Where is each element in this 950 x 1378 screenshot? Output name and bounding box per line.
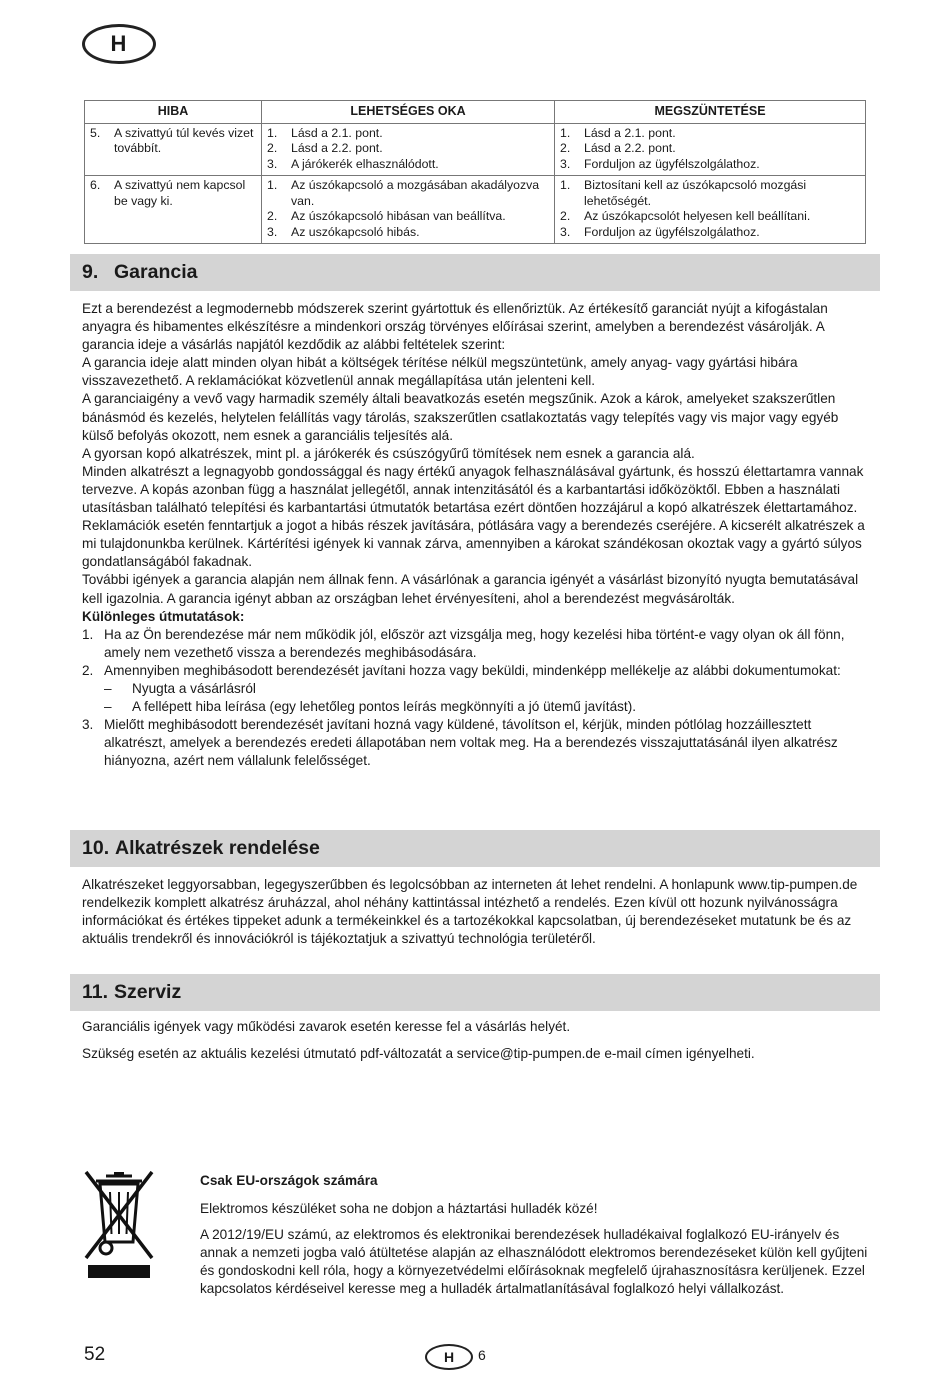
cause-text: Lásd a 2.2. pont. — [291, 141, 383, 155]
section-number: 9. — [82, 261, 99, 283]
cause-text: Az uszókapcsoló hibás. — [291, 224, 420, 239]
garancia-body — [82, 300, 872, 770]
remedy-number: 1. — [560, 125, 571, 140]
section-number: 10. — [82, 837, 110, 859]
eu-disposal-notice — [200, 1172, 868, 1306]
section-heading-alkatreszek — [70, 830, 880, 867]
remedy-number: 2. — [560, 141, 571, 155]
eu-line: Elektromos készüléket soha ne dobjon a háztartási hulladék közé! — [200, 1201, 598, 1216]
paragraph: További igények a garancia alapján nem állnak fenn. A vásárlónak a garancia igényét a vásárlást bizonyító nyugta bemutatásával kell igazolnia. A garancia igényt abban az országban lehet érvényesíteni, ahol a berendezést megvásárolták. — [82, 572, 859, 606]
header-fault: HIBA — [85, 101, 262, 124]
fault-text: A szivattyú túl kevés vizet továbbít. — [114, 125, 254, 155]
country-badge — [82, 24, 156, 64]
troubleshooting-table — [84, 100, 866, 244]
dash-list-item — [82, 680, 872, 698]
section-heading-garancia — [70, 254, 880, 291]
paragraph: A garanciaigény a vevő vagy harmadik személy általi beavatkozás esetén megszűnik. Azok a károk, amelyeket szakszerűtlen bánásmód és kezelés, helytelen felállítás vagy tárolás, szakszerűtlen csatlakoztatás vagy telepítés vagy vis major vagy egyéb külső befolyás okozott, nem esnek a garanciális teljesítés alá. — [82, 391, 839, 443]
dash-bullet: – — [104, 680, 112, 696]
section-title: Szerviz — [114, 981, 182, 1003]
table-row — [85, 123, 866, 176]
remedy-number: 3. — [560, 224, 571, 239]
list-text: Amennyiben meghibásodott berendezését javítani hozza vagy beküldi, mindenképp mellékelje az alábbi dokumentumokat: — [104, 662, 841, 678]
table-header-row — [85, 101, 866, 124]
list-text: Mielőtt meghibásodott berendezését javítani hozná vagy küldené, távolítson el, kérjük, minden pótlólag hozzáillesztett alkatrészt, amelyek a berendezés eredeti állapotában nem voltak meg. Ha a berendezés visszajuttatásánál ilyen alkatrész hiányozna, azért nem vállalunk felelősséget. — [104, 717, 838, 769]
remedy-cell — [555, 123, 866, 176]
page-number: 52 — [84, 1344, 106, 1365]
cause-text: A járókerék elhasználódott. — [291, 156, 439, 171]
fault-number: 5. — [90, 125, 101, 140]
remedy-number: 1. — [560, 178, 571, 192]
remedy-cell — [555, 176, 866, 244]
remedy-number: 2. — [560, 209, 571, 223]
section-heading-szerviz — [70, 974, 880, 1011]
eu-title: Csak EU-országok számára — [200, 1173, 378, 1188]
dash-list-item — [82, 698, 872, 716]
cause-number: 1. — [267, 178, 278, 192]
cause-text: Az úszókapcsoló a mozgásában akadályozva van. — [291, 178, 540, 208]
footer-sub-page-number: 6 — [478, 1347, 486, 1363]
remedy-number: 3. — [560, 156, 571, 171]
paragraph: Alkatrészeket leggyorsabban, legegyszerűbben és legolcsóbban az interneten át lehet rendelni. A honlapunk www.tip-pumpen.de rendelkezik komplett alkatrész áruházzal, ahol néhány kattintással intézhető a rendelés. Ezen kívül ott hozunk nyilvánosságra információkat és értékes tippeket adunk a termékeinkkel és a tartozékokkal kapcsolatban, új berendezéseket mutatunk be és az aktuális trendekről és innovációkról is tájékoztatjuk a szivattyú technológia területéről. — [82, 877, 858, 947]
remedy-text: Lásd a 2.1. pont. — [584, 125, 676, 140]
paragraph: Szükség esetén az aktuális kezelési útmutató pdf-változatát a service@tip-pumpen.de e-mail címen igényelheti. — [82, 1046, 755, 1062]
dash-bullet: – — [104, 699, 112, 715]
fault-number: 6. — [90, 178, 101, 192]
alkatreszek-body — [82, 876, 872, 948]
paragraph: A garancia ideje alatt minden olyan hibát a költségek térítése nélkül megszüntetünk, amely anyag- vagy gyártási hibára visszavezethető. A reklamációkat közvetlenül annak megállapítása után jelenteni kell. — [82, 355, 798, 389]
cause-number: 1. — [267, 125, 278, 140]
cause-number: 2. — [267, 141, 278, 155]
paragraph: A gyorsan kopó alkatrészek, mint pl. a járókerék és csúszógyűrű tömítések nem esnek a garancia alá. — [82, 445, 695, 461]
section-title: Alkatrészek rendelése — [115, 837, 320, 859]
list-number: 3. — [82, 717, 94, 733]
remedy-text: Lásd a 2.2. pont. — [584, 141, 676, 155]
paragraph: Reklamációk esetén fenntartjuk a jogot a hibás részek javítására, pótlására vagy a berendezés cseréjére. A kicserélt alkatrészek a mi tulajdonunkba kerülnek. Kártérítési igények ki vannak zárva, amennyiben a károkat szándékosan okoztak vagy a gyártó súlyos gondatlanságából fakadnak. — [82, 518, 865, 570]
footer-country-badge — [425, 1344, 473, 1370]
list-item — [82, 626, 872, 662]
remedy-text: Biztosítani kell az úszókapcsoló mozgási lehetőségét. — [584, 178, 807, 208]
dash-text: Nyugta a vásárlásról — [132, 680, 256, 696]
weee-crossed-bin-icon — [84, 1168, 154, 1282]
cause-number: 3. — [267, 224, 278, 239]
paragraph: Garanciális igények vagy működési zavarok esetén keresse fel a vásárlás helyét. — [82, 1019, 571, 1034]
section-title: Garancia — [114, 261, 198, 283]
troubleshooting-table-wrap — [84, 100, 866, 244]
cause-cell — [262, 176, 555, 244]
cause-text: Lásd a 2.1. pont. — [291, 125, 383, 140]
list-text: Ha az Ön berendezése már nem működik jól, először azt vizsgálja meg, hogy kezelési hiba történt-e vagy olyan ok áll fönn, amely nem vezethető vissza a berendezés meghibásodására. — [104, 626, 845, 660]
cause-number: 2. — [267, 209, 278, 223]
list-number: 1. — [82, 626, 94, 642]
cause-number: 3. — [267, 156, 278, 171]
header-remedy: MEGSZÜNTETÉSE — [555, 101, 866, 124]
section-number: 11. — [82, 981, 109, 1003]
header-cause: LEHETSÉGES OKA — [262, 101, 555, 124]
paragraph: Minden alkatrészt a legnagyobb gondossággal és nagy értékű anyagok felhasználásával gyártunk, és hosszú élettartamra vannak tervezve. A kopás azonban függ a használat jellegétől, annak intenzitásától és a karbantartási időközöktől. Ebben a használati utasításban található telepítési és karbantartási útmutatók betartása ezért döntően hozzájárul a kopó alkatrészek élettartamához. — [82, 463, 864, 516]
dash-text: A fellépett hiba leírása (egy lehetőleg pontos leírás megkönnyíti a jó ütemű javítást). — [132, 699, 637, 715]
list-number: 2. — [82, 662, 94, 678]
cause-cell — [262, 123, 555, 176]
remedy-text: Az úszókapcsolót helyesen kell beállítani. — [584, 209, 811, 223]
fault-text: A szivattyú nem kapcsol be vagy ki. — [114, 178, 246, 208]
table-row — [85, 176, 866, 244]
remedy-text: Forduljon az ügyfélszolgálathoz. — [584, 224, 760, 239]
country-code: H — [110, 31, 128, 56]
paragraph: Ezt a berendezést a legmodernebb módszerek szerint gyártottuk és ellenőriztük. Az értékesítő garanciát nyújt a kifogástalan anyagra és hibamentes elkészítésre a mindenkori ország törvényes előírásai szerint, amelyben a berendezést vásárolják. A garancia ideje a vásárlás napjától kezdődik az alábbi feltételek szerint: — [82, 301, 828, 353]
fault-cell — [85, 176, 262, 244]
fault-cell — [85, 123, 262, 176]
list-item — [82, 716, 872, 770]
eu-paragraph: A 2012/19/EU számú, az elektromos és elektronikai berendezések hulladékaival foglalkozó EU-irányelv és annak a nemzeti jogba való átültetése alapján az elhasználódott elektromos berendezéseket külön kell gyűjteni és gondoskodni kell róla, hogy a környezetvédelmi előírásoknak megfelelő újrahasznosításra kerüljenek. Ezzel kapcsolatos kérdéseivel keresse meg a hulladék ártalmatlanításával foglalkozó helyi vállalkozást. — [200, 1227, 868, 1296]
remedy-text: Forduljon az ügyfélszolgálathoz. — [584, 156, 760, 171]
list-item — [82, 662, 872, 680]
szerviz-body — [82, 1018, 872, 1063]
special-instructions-heading: Különleges útmutatások: — [82, 608, 245, 624]
cause-text: Az úszókapcsoló hibásan van beállítva. — [291, 209, 506, 223]
footer-country-code: H — [443, 1349, 455, 1365]
